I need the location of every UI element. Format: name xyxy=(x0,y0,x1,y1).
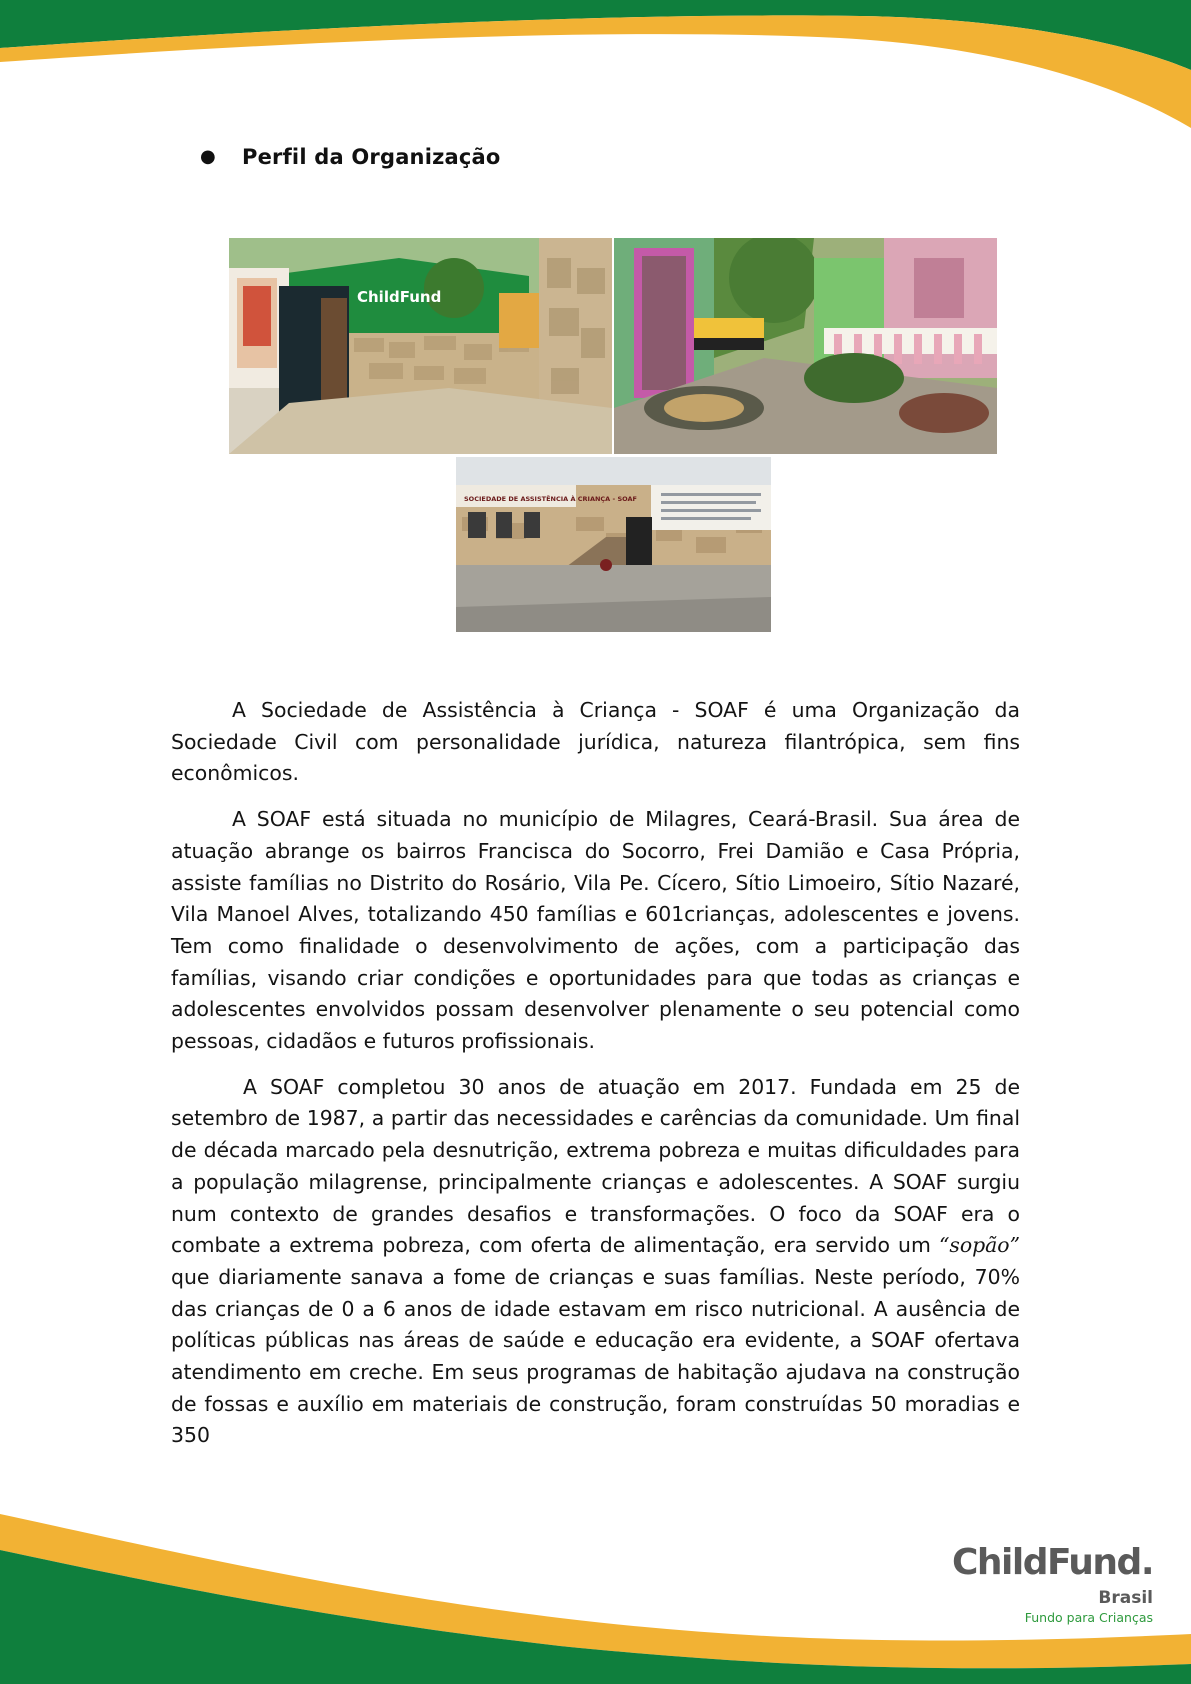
photo-sign-text: ChildFund xyxy=(357,288,442,306)
logo-wordmark: ChildFund. xyxy=(952,1542,1153,1583)
paragraph-history-end: que diariamente sanava a fome de crianças e suas famílias. Neste período, 70% das crianças de 0 a 6 anos de idade estavam em risco nutricional. A ausência de políticas públicas nas áreas de saúde e educação era evidente, a SOAF ofertava atendimento em creche. Em seus programas de habitação ajudava na construção de fossas e auxílio em materiais de construção, foram construídas 50 moradias e 350 xyxy=(171,1264,1020,1448)
childfund-logo xyxy=(952,1540,1175,1660)
logo-country: Brasil xyxy=(1098,1588,1153,1608)
logo-tagline: Fundo para Crianças xyxy=(1024,1610,1153,1625)
section-heading xyxy=(200,145,501,169)
bullet-icon: ● xyxy=(200,146,216,167)
body-text xyxy=(171,695,1020,1452)
paragraph-history-start: A SOAF completou 30 anos de atuação em 2017. Fundada em 25 de setembro de 1987, a partir das necessidades e carências da comunidade. Um final de década marcado pela desnutrição, extrema pobreza e muitas dificuldades para a população milagrense, principalmente crianças e adolescentes. A SOAF surgiu num contexto de grandes desafios e transformações. O foco da SOAF era o combate a extrema pobreza, com oferta de alimentação, era servido um xyxy=(171,1074,1020,1258)
building-sign-text: SOCIEDADE DE ASSISTÊNCIA À CRIANÇA - SOAF xyxy=(464,495,637,503)
photo-soaf-building xyxy=(456,457,771,632)
header-swoosh-decoration xyxy=(0,0,1191,150)
paragraph-intro: A Sociedade de Assistência à Criança - SOAF é uma Organização da Sociedade Civil com personalidade jurídica, natureza filantrópica, sem fins econômicos. xyxy=(171,698,1020,786)
photo-community-street xyxy=(614,238,997,454)
paragraph-location: A SOAF está situada no município de Milagres, Ceará-Brasil. Sua área de atuação abrange os bairros Francisca do Socorro, Frei Damião e Casa Própria, assiste famílias no Distrito do Rosário, Vila Pe. Cícero, Sítio Limoeiro, Sítio Nazaré, Vila Manoel Alves, totalizando 450 famílias e 601crianças, adolescentes e jovens. Tem como finalidade o desenvolvimento de ações, com a participação das famílias, visando criar condições e oportunidades para que todas as crianças e adolescentes envolvidos possam desenvolver plenamente o seu potencial como pessoas, cidadãos e futuros profissionais. xyxy=(171,807,1020,1054)
paragraph-history xyxy=(171,1072,1020,1452)
section-heading-text: Perfil da Organização xyxy=(242,145,501,169)
photo-soaf-entrance xyxy=(229,238,612,454)
paragraph-history-quote: “sopão” xyxy=(938,1233,1021,1258)
